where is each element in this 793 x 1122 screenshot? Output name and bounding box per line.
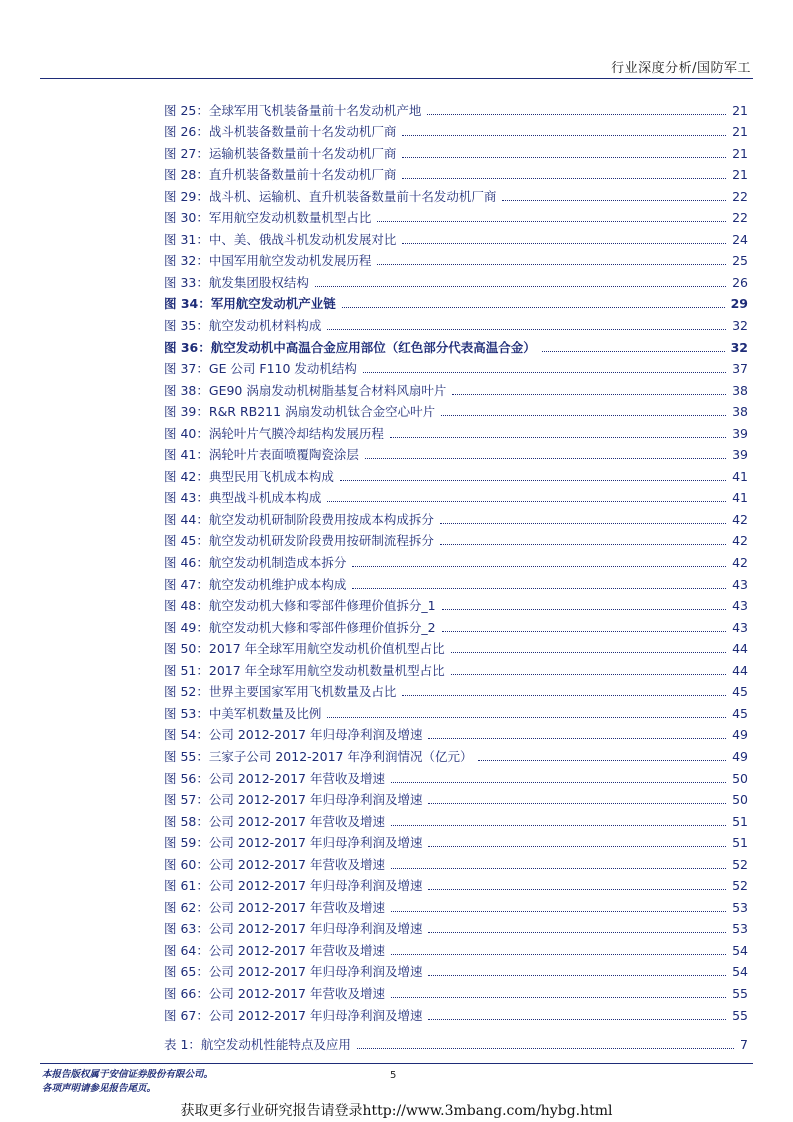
toc-entry[interactable] [164,506,748,528]
toc-entry-label: 图 30：军用航空发动机数量机型占比 [164,210,372,226]
header-rule [40,78,753,79]
toc-leader-dots [391,954,726,955]
toc-entry[interactable] [164,528,748,550]
table-toc-list [164,1031,748,1053]
toc-leader-dots [442,609,727,610]
toc-leader-dots [390,437,726,438]
toc-entry-page: 22 [732,210,748,226]
toc-entry-label: 图 54：公司 2012-2017 年归母净利润及增速 [164,727,423,743]
toc-entry-page: 53 [732,921,748,937]
toc-entry-page: 38 [732,382,748,398]
toc-entry-label: 图 41：涡轮叶片表面喷覆陶瓷涂层 [164,447,359,463]
toc-leader-dots [428,803,726,804]
toc-entry-label: 图 28：直升机装备数量前十名发动机厂商 [164,167,397,183]
toc-leader-dots [441,415,726,416]
toc-entry[interactable] [164,937,748,959]
toc-entry[interactable] [164,140,748,162]
toc-entry[interactable] [164,830,748,852]
toc-entry-page: 7 [740,1036,748,1052]
toc-entry-label: 图 32：中国军用航空发动机发展历程 [164,253,372,269]
toc-entry-page: 51 [732,813,748,829]
toc-entry[interactable] [164,743,748,765]
toc-entry-label: 图 57：公司 2012-2017 年归母净利润及增速 [164,792,423,808]
toc-entry-label: 图 45：航空发动机研发阶段费用按研制流程拆分 [164,533,434,549]
toc-entry-page: 24 [732,231,748,247]
toc-entry-label: 图 56：公司 2012-2017 年营收及增速 [164,770,385,786]
toc-entry-label: 图 42：典型民用飞机成本构成 [164,468,334,484]
toc-leader-dots [377,221,726,222]
toc-entry-page: 43 [732,598,748,614]
toc-entry[interactable] [164,162,748,184]
toc-entry-label: 图 29：战斗机、运输机、直升机装备数量前十名发动机厂商 [164,188,497,204]
toc-leader-dots [442,631,727,632]
toc-entry[interactable] [164,636,748,658]
toc-entry[interactable] [164,420,748,442]
toc-entry[interactable] [164,248,748,270]
toc-entry-page: 49 [732,727,748,743]
toc-leader-dots [315,286,726,287]
toc-entry[interactable] [164,1002,748,1024]
toc-leader-dots [352,566,726,567]
toc-entry-page: 43 [732,576,748,592]
watermark-text[interactable]: 获取更多行业研究报告请登录http://www.3mbang.com/hybg.html [180,1103,613,1119]
toc-entry[interactable] [164,679,748,701]
toc-entry-page: 50 [732,792,748,808]
toc-leader-dots [365,458,726,459]
toc-entry-label: 图 66：公司 2012-2017 年营收及增速 [164,985,385,1001]
toc-entry-label: 图 58：公司 2012-2017 年营收及增速 [164,813,385,829]
toc-entry-page: 50 [732,770,748,786]
toc-leader-dots [440,523,726,524]
toc-entry[interactable] [164,97,748,119]
toc-entry[interactable] [164,463,748,485]
toc-entry[interactable] [164,119,748,141]
footer-rule [40,1063,753,1064]
toc-entry[interactable] [164,894,748,916]
toc-entry-page: 21 [732,102,748,118]
toc-entry-page: 54 [732,942,748,958]
toc-entry[interactable] [164,1031,748,1053]
toc-entry-label: 图 44：航空发动机研制阶段费用按成本构成拆分 [164,511,434,527]
toc-entry-label: 图 65：公司 2012-2017 年归母净利润及增速 [164,964,423,980]
toc-leader-dots [452,394,726,395]
toc-entry-label: 图 33：航发集团股权结构 [164,274,309,290]
toc-entry-label: 图 26：战斗机装备数量前十名发动机厂商 [164,124,397,140]
toc-leader-dots [363,372,726,373]
toc-entry[interactable] [164,873,748,895]
toc-entry-page: 45 [732,705,748,721]
toc-leader-dots [428,975,726,976]
toc-entry[interactable] [164,399,748,421]
toc-entry-label: 图 43：典型战斗机成本构成 [164,490,322,506]
toc-entry[interactable] [164,334,748,356]
toc-leader-dots [352,588,726,589]
toc-leader-dots [428,738,726,739]
figure-toc-list [164,97,748,1024]
toc-entry-label: 图 55：三家子公司 2012-2017 年净利润情况（亿元） [164,748,473,764]
toc-leader-dots [340,480,726,481]
toc-entry-label: 图 27：运输机装备数量前十名发动机厂商 [164,145,397,161]
footer-disclaimer [42,1068,213,1096]
header-title: 行业深度分析/国防军工 [611,61,751,76]
toc-entry-page: 37 [732,361,748,377]
toc-entry[interactable] [164,549,748,571]
toc-entry-label: 图 38：GE90 涡扇发动机树脂基复合材料风扇叶片 [164,382,447,398]
toc-leader-dots [428,889,726,890]
toc-entry-page: 22 [732,188,748,204]
toc-leader-dots [327,717,726,718]
page-number: 5 [390,1070,397,1081]
toc-entry-label: 图 34：军用航空发动机产业链 [164,296,336,312]
toc-entry-page: 49 [732,748,748,764]
toc-leader-dots [427,114,726,115]
toc-entry-page: 21 [732,167,748,183]
toc-entry-label: 图 60：公司 2012-2017 年营收及增速 [164,856,385,872]
toc-leader-dots [391,782,726,783]
toc-entry-label: 图 53：中美军机数量及比例 [164,705,322,721]
toc-entry[interactable] [164,442,748,464]
footer-copyright: 本报告版权属于安信证券股份有限公司。 [42,1069,214,1080]
toc-entry-page: 32 [732,318,748,334]
toc-entry-page: 44 [732,641,748,657]
toc-entry-label: 图 64：公司 2012-2017 年营收及增速 [164,942,385,958]
toc-leader-dots [478,760,726,761]
toc-entry-page: 51 [732,835,748,851]
toc-entry-page: 21 [732,124,748,140]
toc-entry[interactable] [164,787,748,809]
toc-entry[interactable] [164,205,748,227]
toc-entry-page: 52 [732,856,748,872]
toc-entry-page: 52 [732,878,748,894]
toc-leader-dots [402,157,726,158]
toc-entry[interactable] [164,593,748,615]
toc-entry-page: 42 [732,555,748,571]
toc-entry-label: 图 46：航空发动机制造成本拆分 [164,555,347,571]
toc-entry-label: 图 59：公司 2012-2017 年归母净利润及增速 [164,835,423,851]
toc-leader-dots [428,932,726,933]
toc-entry-label: 图 31：中、美、俄战斗机发动机发展对比 [164,231,397,247]
toc-entry-page: 38 [732,404,748,420]
toc-entry[interactable] [164,916,748,938]
toc-entry[interactable] [164,722,748,744]
toc-entry[interactable] [164,700,748,722]
toc-entry-label: 表 1：航空发动机性能特点及应用 [164,1036,351,1052]
toc-entry[interactable] [164,851,748,873]
toc-entry-page: 21 [732,145,748,161]
toc-leader-dots [342,307,725,308]
toc-entry-label: 图 37：GE 公司 F110 发动机结构 [164,361,357,377]
toc-leader-dots [357,1048,734,1049]
toc-leader-dots [391,825,726,826]
toc-leader-dots [391,868,726,869]
toc-entry-label: 图 62：公司 2012-2017 年营收及增速 [164,899,385,915]
toc-leader-dots [327,329,726,330]
toc-entry-label: 图 40：涡轮叶片气膜冷却结构发展历程 [164,425,384,441]
toc-leader-dots [391,997,726,998]
toc-entry-label: 图 67：公司 2012-2017 年归母净利润及增速 [164,1007,423,1023]
toc-leader-dots [451,674,726,675]
toc-entry-page: 41 [732,468,748,484]
toc-entry-page: 54 [732,964,748,980]
toc-entry-page: 44 [732,662,748,678]
toc-entry-label: 图 49：航空发动机大修和零部件修理价值拆分_2 [164,619,436,635]
toc-entry-page: 42 [732,533,748,549]
toc-leader-dots [391,911,726,912]
toc-entry-page: 55 [732,985,748,1001]
toc-leader-dots [402,243,726,244]
toc-entry-page: 39 [732,447,748,463]
toc-entry-page: 53 [732,899,748,915]
toc-entry-label: 图 50：2017 年全球军用航空发动机价值机型占比 [164,641,445,657]
toc-entry-page: 32 [730,339,748,355]
toc-leader-dots [402,695,726,696]
toc-entry[interactable] [164,959,748,981]
toc-entry[interactable] [164,657,748,679]
toc-leader-dots [402,178,726,179]
toc-entry-label: 图 35：航空发动机材料构成 [164,318,322,334]
toc-entry-label: 图 36：航空发动机中高温合金应用部位（红色部分代表高温合金） [164,339,536,355]
toc-entry[interactable] [164,571,748,593]
toc-entry[interactable] [164,183,748,205]
toc-leader-dots [502,200,726,201]
toc-entry-label: 图 48：航空发动机大修和零部件修理价值拆分_1 [164,598,436,614]
toc-entry[interactable] [164,377,748,399]
toc-entry-page: 26 [732,274,748,290]
toc-entry[interactable] [164,291,748,313]
toc-entry[interactable] [164,356,748,378]
toc-entry[interactable] [164,485,748,507]
toc-entry-page: 41 [732,490,748,506]
toc-entry[interactable] [164,980,748,1002]
toc-entry[interactable] [164,312,748,334]
toc-leader-dots [402,135,726,136]
toc-entry-label: 图 51：2017 年全球军用航空发动机数量机型占比 [164,662,445,678]
toc-entry-page: 25 [732,253,748,269]
toc-entry[interactable] [164,765,748,787]
toc-entry-page: 45 [732,684,748,700]
toc-entry-label: 图 25：全球军用飞机装备量前十名发动机产地 [164,102,422,118]
toc-entry[interactable] [164,614,748,636]
toc-leader-dots [440,544,726,545]
toc-leader-dots [451,652,726,653]
toc-entry-page: 29 [730,296,748,312]
toc-leader-dots [542,351,725,352]
toc-leader-dots [377,264,726,265]
footer-notice: 各项声明请参见报告尾页。 [42,1083,157,1094]
toc-entry-label: 图 39：R&R RB211 涡扇发动机钛合金空心叶片 [164,404,436,420]
toc-leader-dots [428,1019,726,1020]
toc-entry[interactable] [164,226,748,248]
toc-leader-dots [327,501,726,502]
toc-entry[interactable] [164,808,748,830]
toc-entry-label: 图 61：公司 2012-2017 年归母净利润及增速 [164,878,423,894]
toc-entry-page: 55 [732,1007,748,1023]
toc-leader-dots [428,846,726,847]
toc-entry-page: 39 [732,425,748,441]
toc-entry[interactable] [164,269,748,291]
toc-entry-page: 43 [732,619,748,635]
toc-entry-label: 图 63：公司 2012-2017 年归母净利润及增速 [164,921,423,937]
toc-entry-label: 图 52：世界主要国家军用飞机数量及占比 [164,684,397,700]
toc-entry-page: 42 [732,511,748,527]
toc-entry-label: 图 47：航空发动机维护成本构成 [164,576,347,592]
